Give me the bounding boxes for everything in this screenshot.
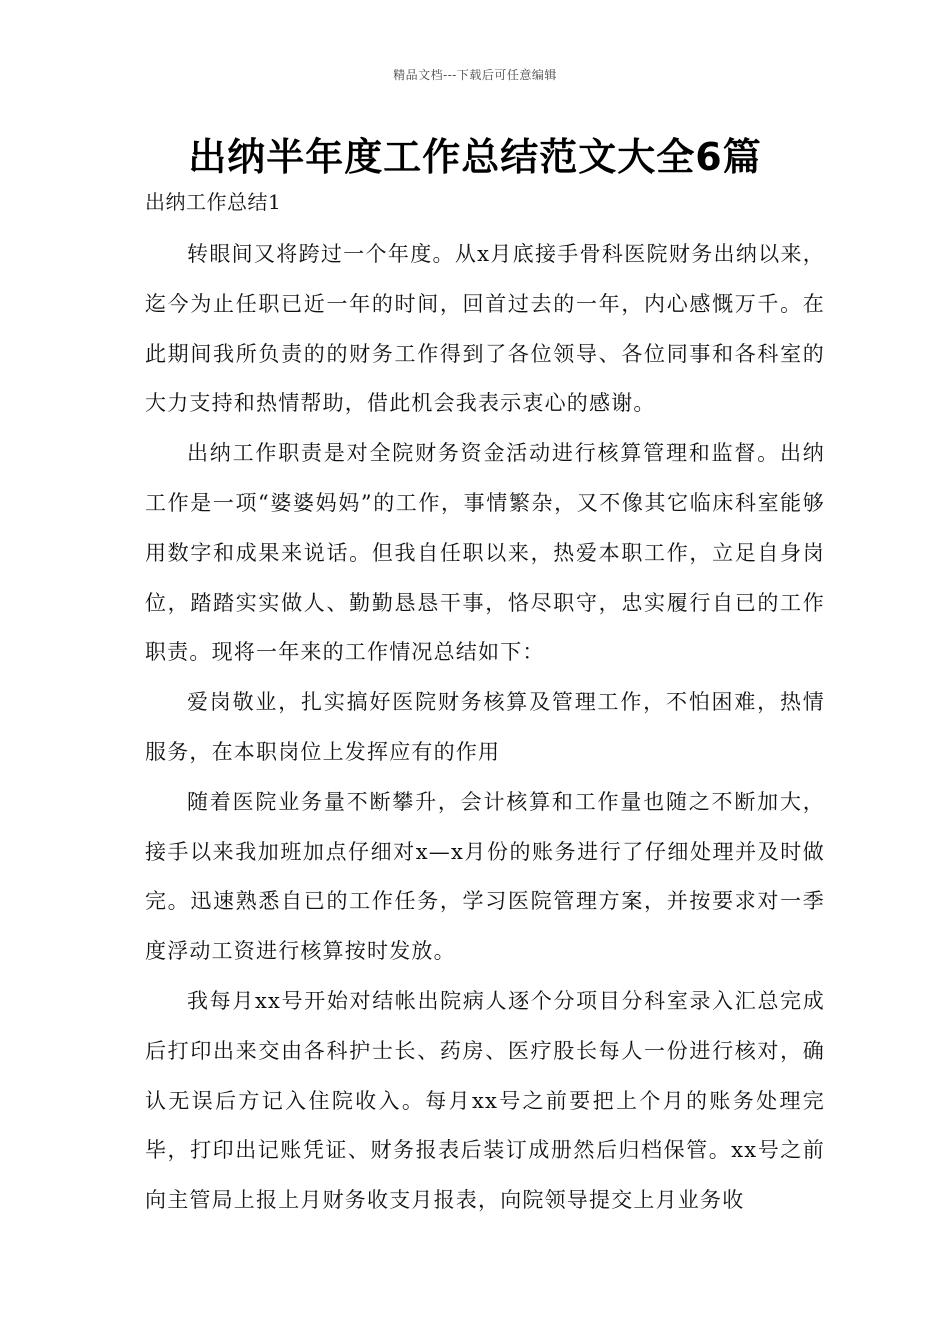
body-text xyxy=(145,230,825,1226)
document-title: 出纳半年度工作总结范文大全6篇 xyxy=(188,135,762,179)
paragraph: 我每月xx号开始对结帐出院病人逐个分项目分科室录入汇总完成后打印出来交由各科护士长、药房、医疗股长每人一份进行核对，确认无误后方记入住院收入。每月xx号之前要把上个月的账务处理完毕，打印出记账凭证、财务报表后装订成册然后归档保管。xx号之前向主管局上报上月财务收支月报表，向院领导提交上月业务收 xyxy=(145,988,825,1213)
paragraph: 出纳工作职责是对全院财务资金活动进行核算管理和监督。出纳工作是一项“婆婆妈妈”的工作，事情繁杂，又不像其它临床科室能够用数字和成果来说话。但我自任职以来，热爱本职工作，立足自身岗位，踏踏实实做人、勤勤恳恳干事，恪尽职守，忠实履行自已的工作职责。现将一年来的工作情况总结如下： xyxy=(145,441,825,665)
header-note: 精品文档---下载后可任意编辑 xyxy=(393,68,557,82)
section-heading: 出纳工作总结1 xyxy=(145,190,282,214)
paragraph: 爱岗敬业，扎实搞好医院财务核算及管理工作，不怕困难，热情服务，在本职岗位上发挥应有的作用 xyxy=(145,690,825,764)
paragraph: 转眼间又将跨过一个年度。从x月底接手骨科医院财务出纳以来，迄今为止任职已近一年的时间，回首过去的一年，内心感慨万千。在此期间我所负责的的财务工作得到了各位领导、各位同事和各科室的大力支持和热情帮助，借此机会我表示衷心的感谢。 xyxy=(145,242,825,416)
paragraph: 随着医院业务量不断攀升，会计核算和工作量也随之不断加大，接手以来我加班加点仔细对x—x月份的账务进行了仔细处理并及时做完。迅速熟悉自已的工作任务，学习医院管理方案，并按要求对一季度浮动工资进行核算按时发放。 xyxy=(145,789,825,964)
